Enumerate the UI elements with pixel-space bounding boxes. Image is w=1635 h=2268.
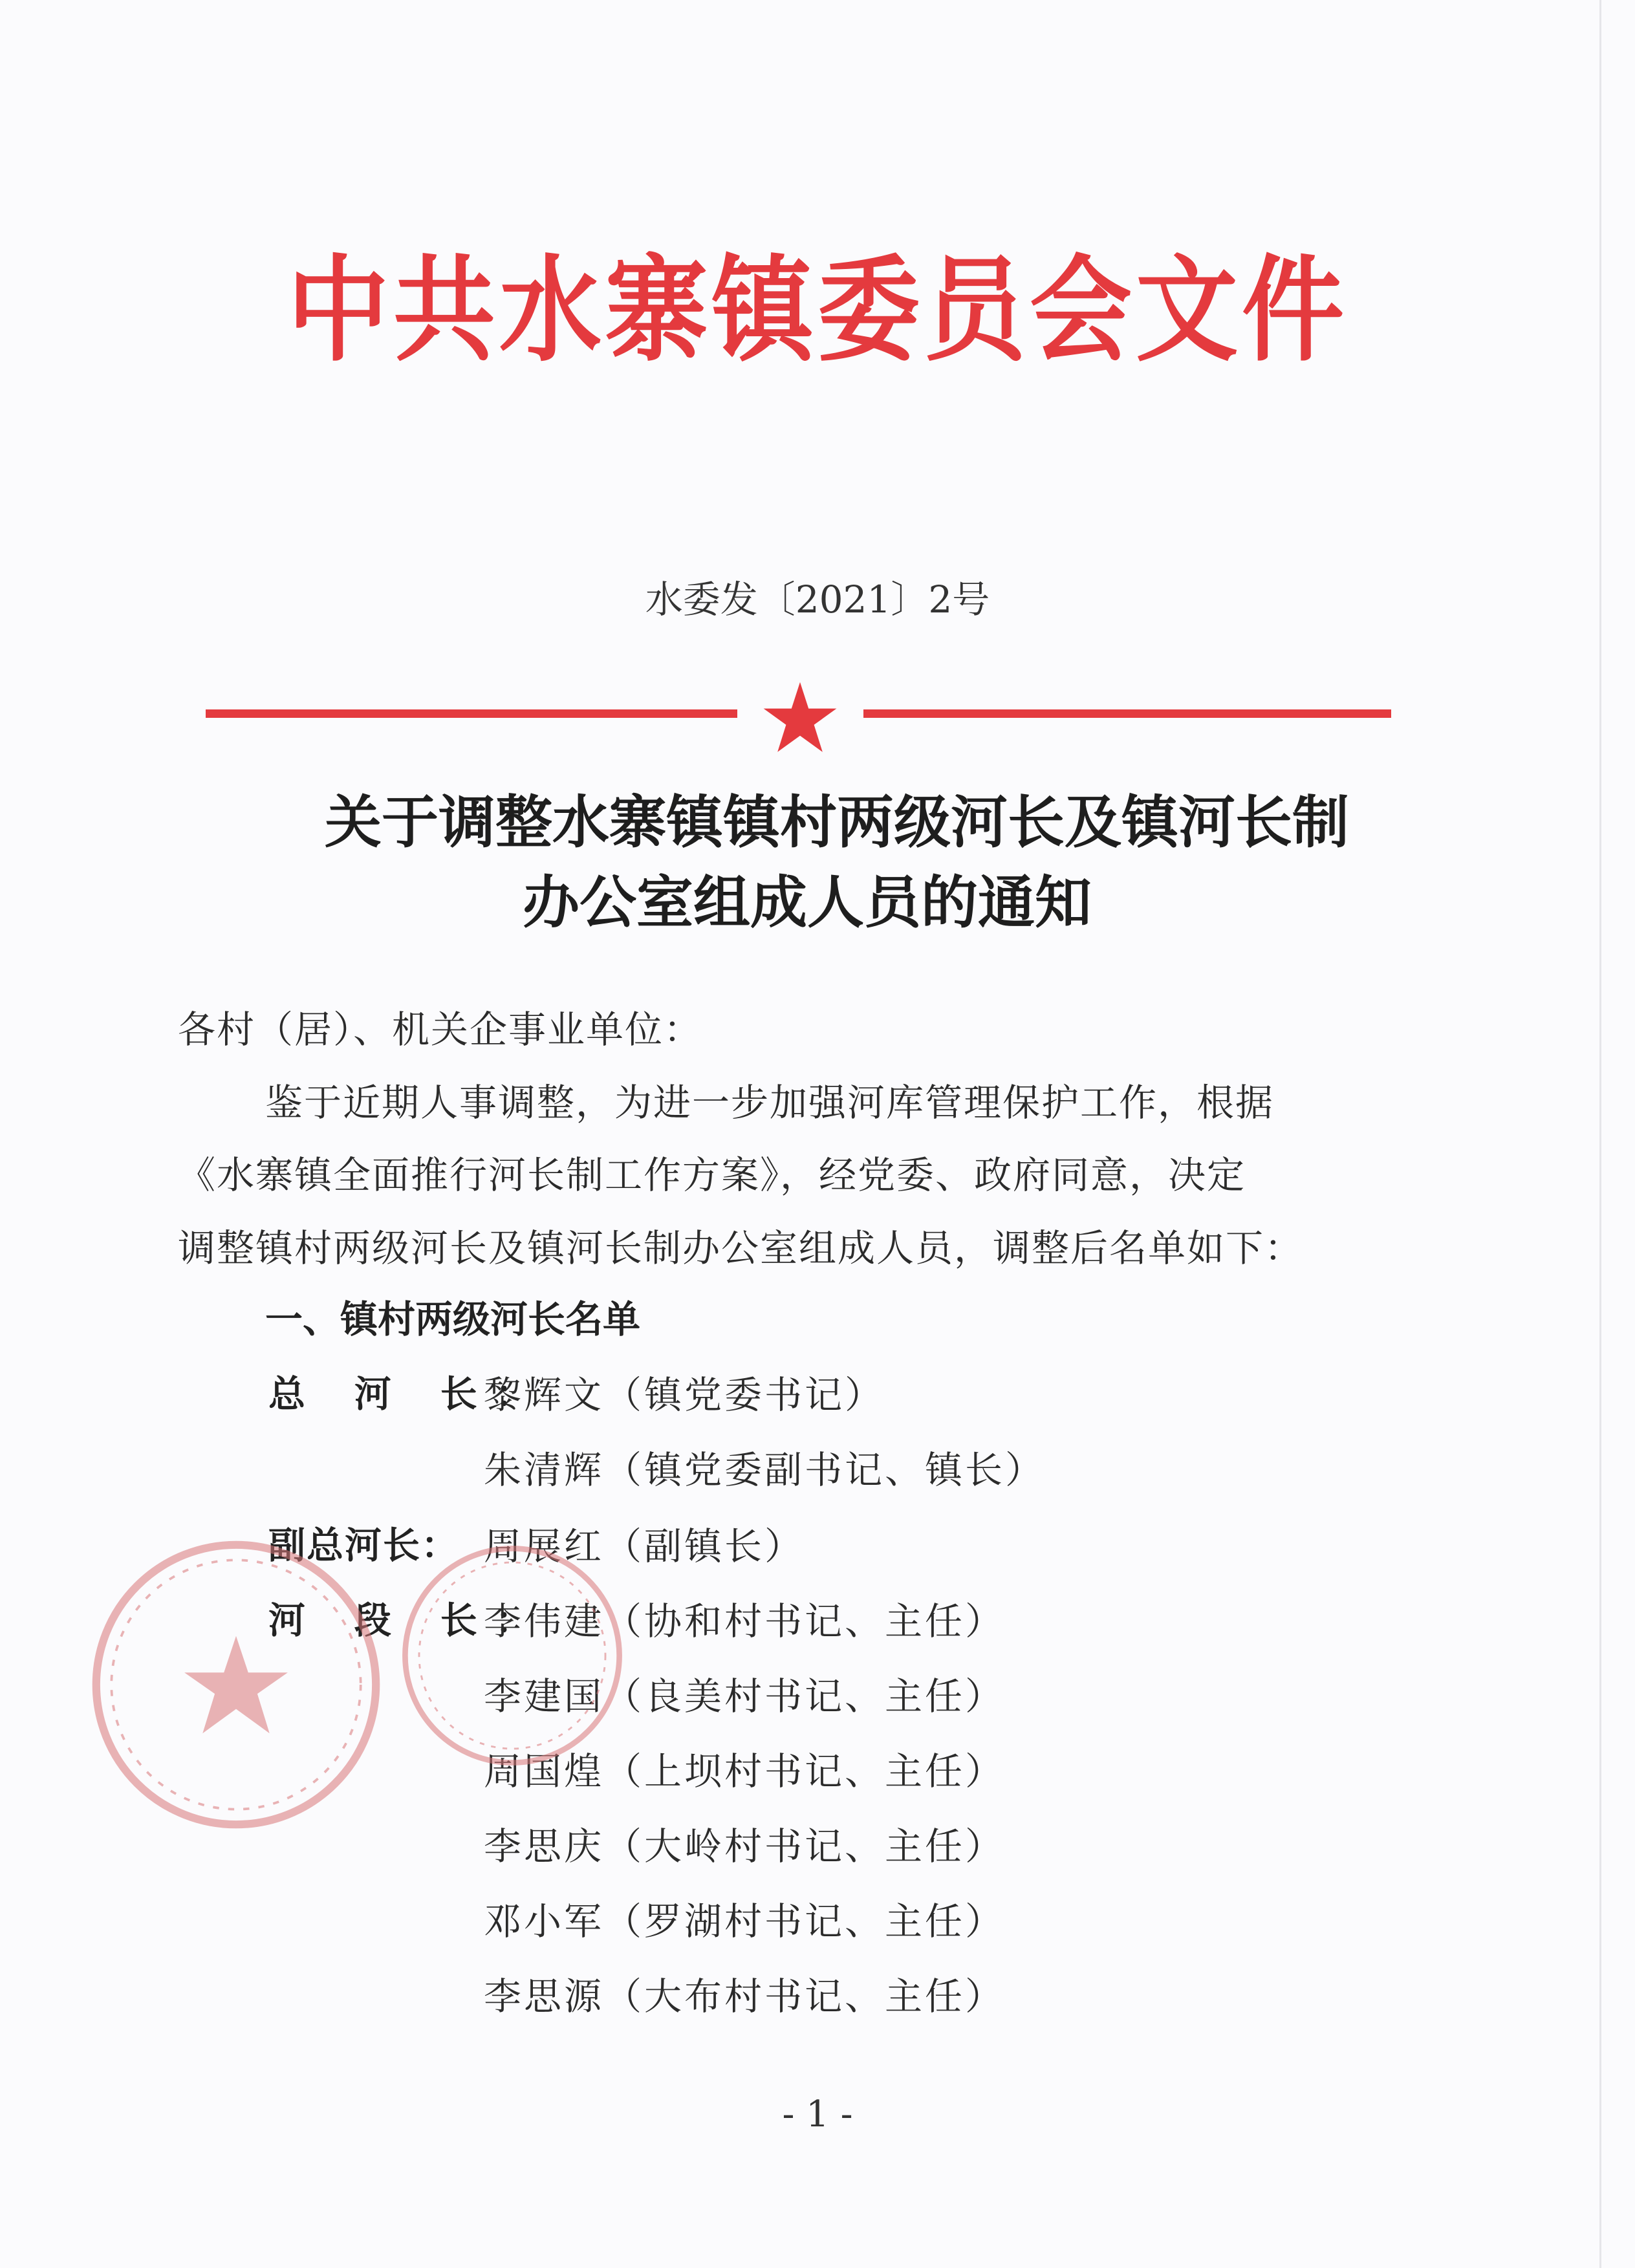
list-item: 周国煌（上坝村书记、主任） [484,1749,1006,1793]
list-item: 李建国（良美村书记、主任） [484,1674,1006,1718]
list-item: 周展红（副镇长） [484,1524,805,1568]
red-rule-left [206,709,737,718]
list-item: 李伟建（协和村书记、主任） [484,1599,1006,1643]
role-deputy-label: 副总河长： [268,1524,459,1567]
doc-number: 水委发〔2021〕2号 [645,578,990,621]
official-seal-icon [396,1539,629,1772]
title-line-1: 关于调整水寨镇镇村两级河长及镇河长制 [324,788,1349,856]
list-item: 朱清辉（镇党委副书记、镇长） [484,1448,1046,1492]
title-line-2: 办公室组成人员的通知 [522,869,1092,936]
paragraph-line-2: 《水寨镇全面推行河长制工作方案》，经党委、政府同意，决定 [178,1153,1246,1197]
star-icon [761,679,839,757]
list-item: 黎辉文（镇党委书记） [484,1373,885,1417]
list-item: 李思源（大布村书记、主任） [484,1974,1006,2018]
section-heading: 一、镇村两级河长名单 [265,1297,641,1341]
salutation: 各村（居）、机关企事业单位： [178,1008,703,1052]
role-chief-label: 总 河 长： [268,1373,550,1416]
org-header: 中共水寨镇委员会文件 [287,244,1348,378]
paragraph-line-3: 调整镇村两级河长及镇河长制办公室组成人员，调整后名单如下： [178,1226,1304,1270]
red-rule-right [863,709,1391,718]
page-number: - 1 - [782,2093,853,2135]
list-item: 李思庆（大岭村书记、主任） [484,1824,1006,1868]
paragraph-line-1: 鉴于近期人事调整，为进一步加强河库管理保护工作，根据 [265,1081,1275,1125]
role-section-label: 河 段 长： [268,1599,550,1642]
official-seal-icon [84,1533,388,1837]
list-item: 邓小军（罗湖村书记、主任） [484,1899,1006,1943]
